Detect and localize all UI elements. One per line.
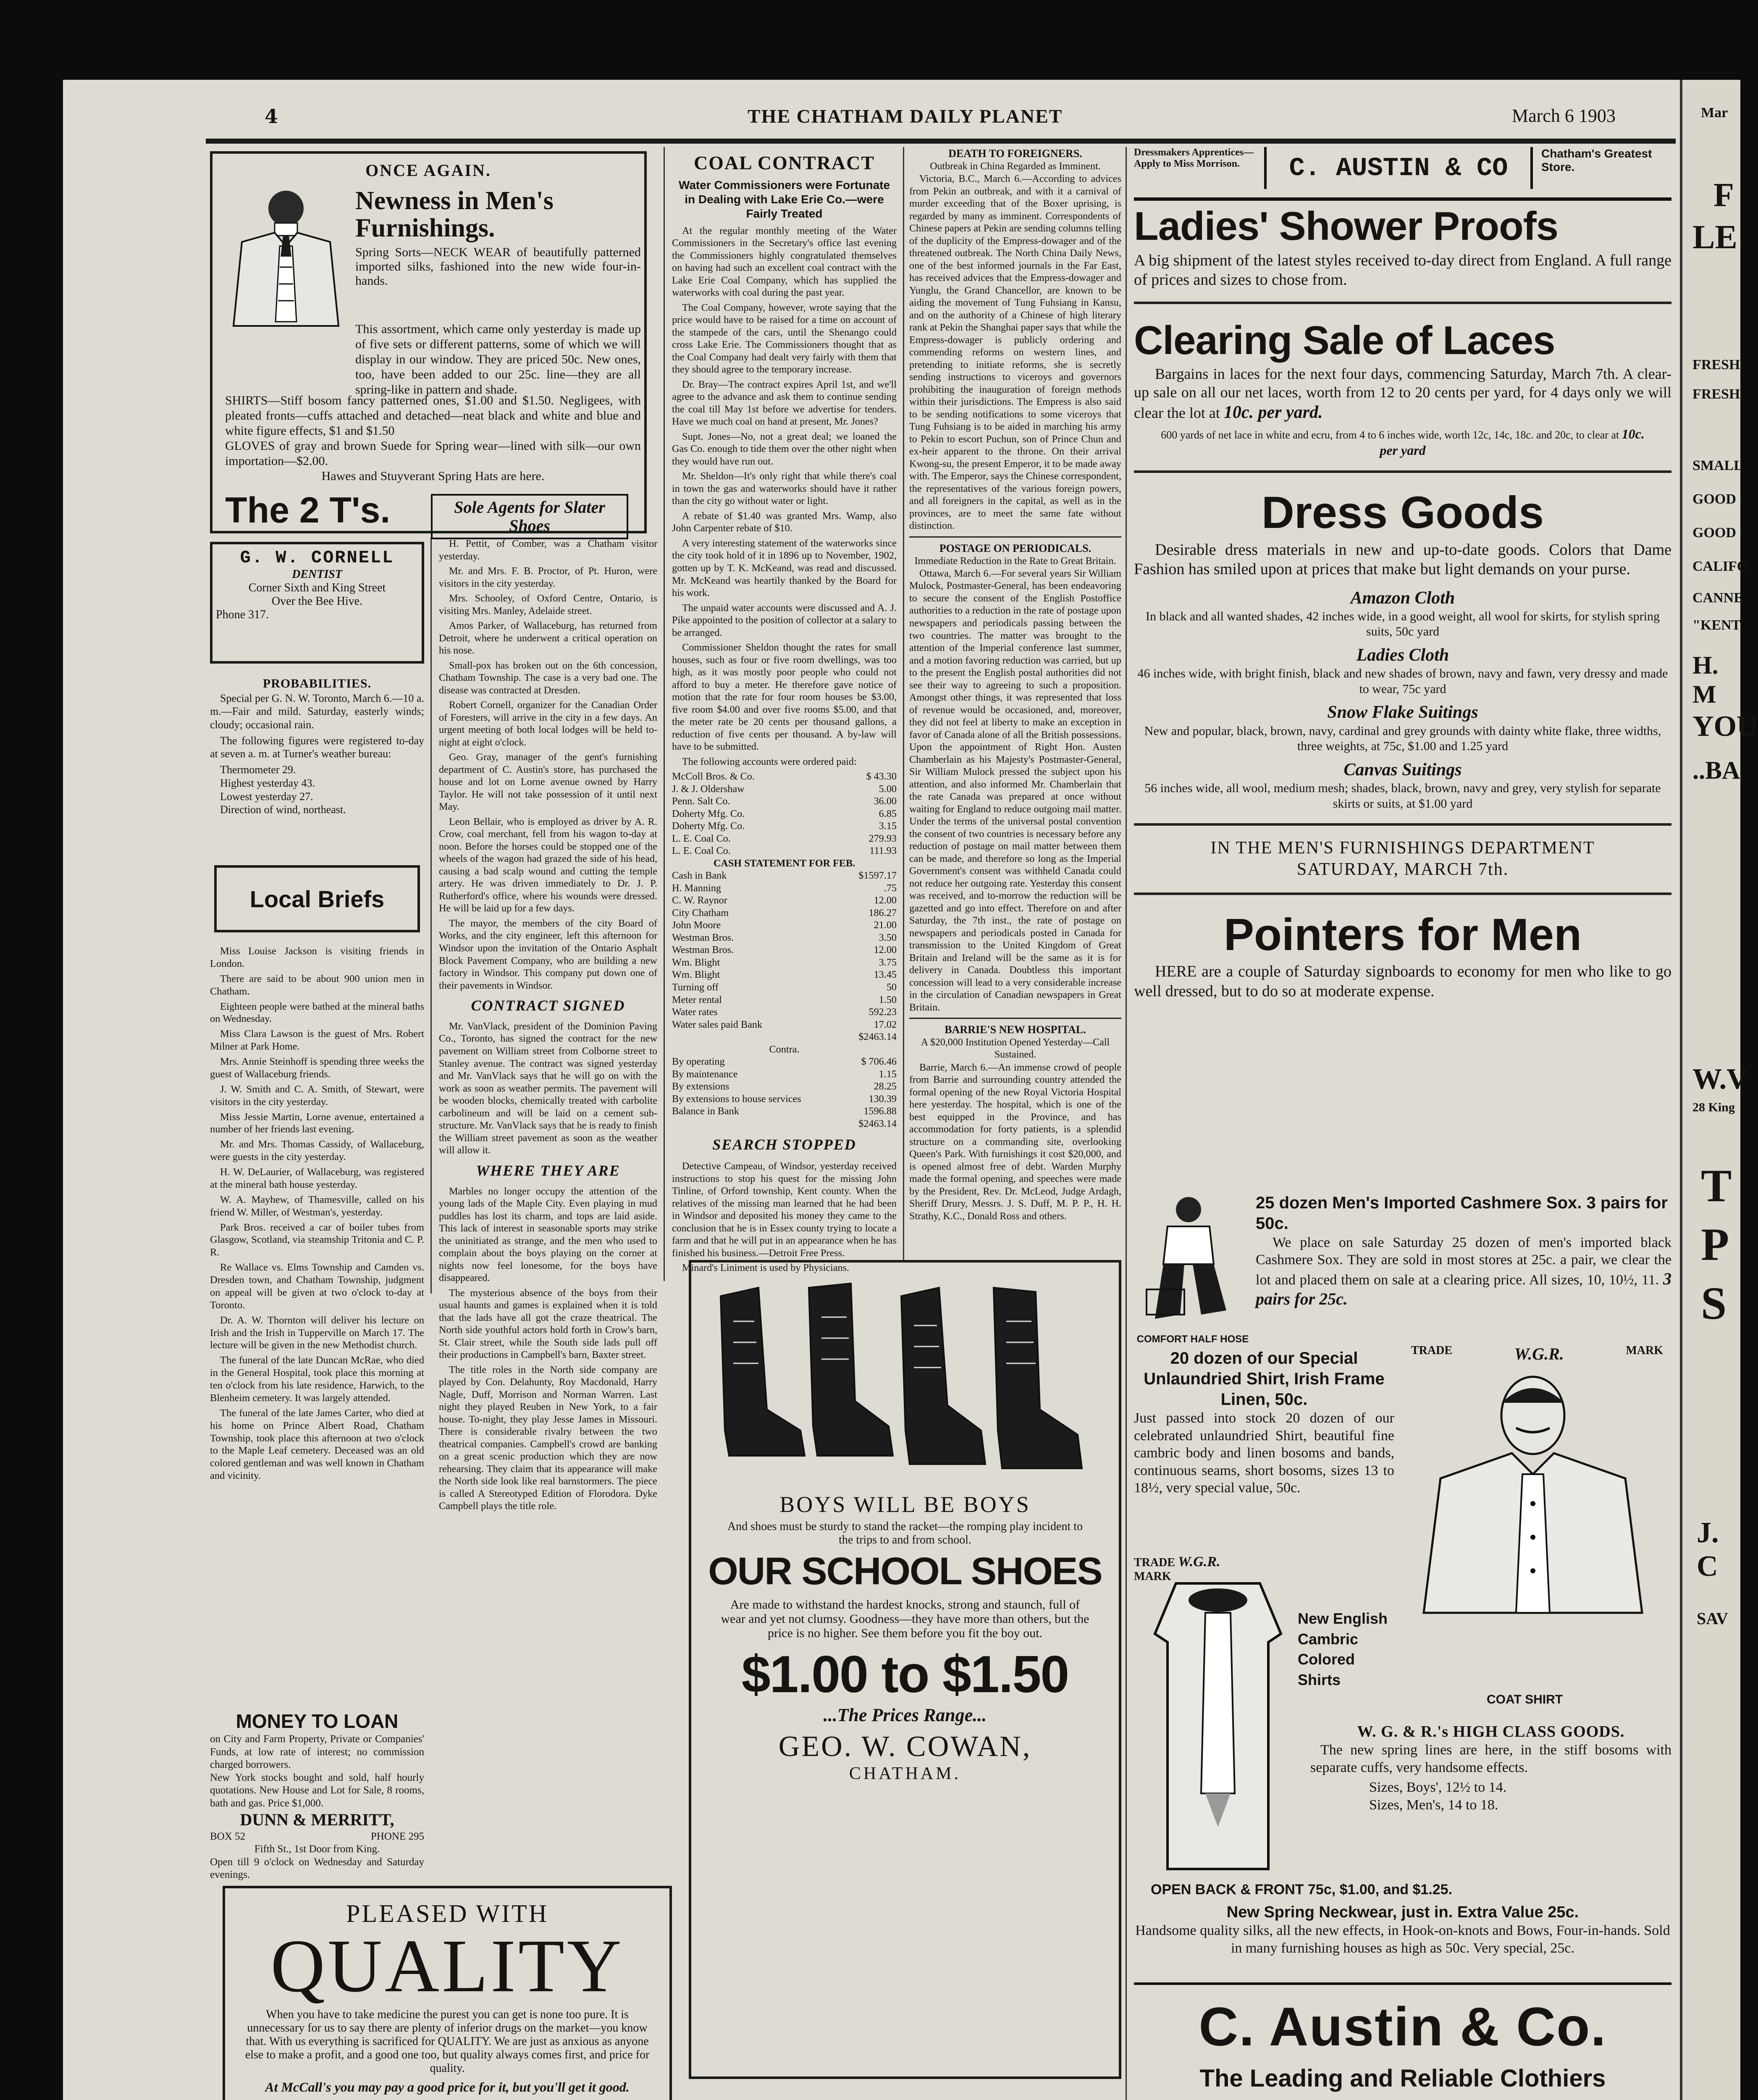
edge-text: "KENT — [1692, 617, 1741, 633]
probabilities — [210, 676, 424, 816]
coal-paragraph: A very interesting statement of the waterworks since the city took hold of it in 1896 up to November, 1902, gotten up by T. K. McKeand, was read and discussed. Mr. McKeand was heartily thanked by the Board for his work. — [672, 537, 897, 599]
local-briefs-header — [214, 865, 420, 932]
loan-hours: Open till 9 o'clock on Wednesday and Saturday evenings. — [210, 1856, 424, 1881]
ad-shirts: SHIRTS—Stiff bosom fancy patterned ones, $1.00 and $1.50. Negligees, with pleated fronts—cuffs attached and detached—neat black and white and blue and white figure effects, $1 and $1.50 — [225, 394, 641, 438]
dress-goods-title: Dress Goods — [1261, 487, 1544, 538]
coal-paragraph: The Coal Company, however, wrote saying that the price would have to be raised for a time on account of the stampede of the cars, until the Shenango could cross Lake Erie. The Commissioners thought that as the Coal Company had dealt very fairly with them that they should agree to the temporary increase. — [672, 302, 897, 375]
goods-text: 56 inches wide, all wool, medium mesh; shades, black, brown, navy and grey, very stylish for separate skirts or suits, at $1.00 yard — [1144, 781, 1661, 811]
austin-top-bar — [1134, 147, 1671, 193]
contract-signed-text: Mr. VanVlack, president of the Dominion Paving Co., Toronto, has signed the contract for the new pavement on William street from Colborne street to Stanley avenue. The contract was signed yesterday and Mr. VanVlack says that he will go on with the work as soon as weather permits. The pavement will be wooden blocks, chemically treated with carbolite carbolineum and will be laid on a cement sub-structure. Mr. VanVlack says that he is ready to finish the William street pavement as soon as the weather will allow it. — [439, 1020, 657, 1156]
shoes-headline: OUR SCHOOL SHOES — [708, 1550, 1102, 1593]
shoes-body: Are made to withstand the hardest knocks, strong and staunch, full of wear and yet not clumsy. Goodness—they have more than others, but the price is no higher. See them before you fit the boy out. — [721, 1598, 1089, 1640]
edge-text: S — [1701, 1278, 1727, 1329]
ledger-row: Wm. Blight 13.45 — [672, 969, 897, 981]
laces-price: 10c. per yard. — [1223, 402, 1323, 422]
probabilities-title: PROBABILITIES. — [262, 677, 372, 690]
neckwear-title: New Spring Neckwear, just in. Extra Value 25c. — [1226, 1903, 1579, 1921]
weather-line: Direction of wind, northeast. — [220, 803, 346, 816]
boots-illustration — [704, 1271, 1107, 1489]
austin-name: C. AUSTIN & CO — [1264, 147, 1533, 189]
edge-text: W.V — [1692, 1063, 1748, 1095]
coal-paragraph: At the regular monthly meeting of the Water Commissioners in the Secretary's office last evening the Commissioners highly congratulated themselves on having had such an excellent coal contract with the Lake Erie Coal Company, which has supplied the waterworks with coal during the past year. — [672, 225, 897, 299]
greatest-store: Chatham's Greatest Store. — [1541, 147, 1652, 173]
showers-text: A big shipment of the latest styles received to-day direct from England. A full range of prices and sizes to chose from. — [1134, 252, 1671, 289]
brief-item: Park Bros. received a car of boiler tubes from Glasgow, Scotland, via steamship Tritonia and C. P. R. — [210, 1221, 424, 1258]
laces-note: 600 yards of net lace in white and ecru, from 4 to 6 inches wide, worth 12c, 14c, 18c. and 20c, to clear at 10c. per yard — [1161, 426, 1645, 458]
brief-item: Miss Clara Lawson is the guest of Mrs. Robert Milner at Park Home. — [210, 1028, 424, 1053]
ad-headline-2: Furnishings. — [355, 214, 495, 243]
money-to-loan-ad — [210, 1709, 424, 1882]
news-item: Robert Cornell, organizer for the Canadian Order of Foresters, will arrive in the city in a few days. An urgent meeting of both local lodges will be held to-night at eight o'clock. — [439, 699, 657, 748]
column-2 — [439, 538, 657, 1515]
coal-paragraph: Dr. Bray—The contract expires April 1st, and we'll agree to the advance and ask them to continue sending the coal till May 1st before we advertise for tenders. Have we much coal on hand at present, Mr. Jones? — [672, 378, 897, 428]
edge-text: CALIFO — [1692, 559, 1748, 574]
mens-dept: IN THE MEN'S FURNISHINGS DEPARTMENT — [1210, 838, 1595, 858]
news-item: Amos Parker, of Wallaceburg, has returned from Detroit, where he underwent a critical operation on his nose. — [439, 620, 657, 656]
brief-item: The funeral of the late James Carter, who died at his home on Prince Albert Road, Chatham Township, took place this afternoon at two o'clock to the Maple Leaf cemetery. Deceased was an old colored gentleman and was well known in Chatham and vicinity. — [210, 1407, 424, 1482]
shirt-icon — [225, 183, 347, 334]
sox-offer — [1256, 1193, 1671, 1310]
coal-paragraph: Mr. Sheldon—It's only right that while there's coal in town the gas and waterworks should have it rather than the city go without water or light. — [672, 470, 897, 507]
edge-text: SMALL — [1692, 458, 1743, 473]
local-briefs-title: Local Briefs — [249, 885, 385, 912]
barrie-title: BARRIE'S NEW HOSPITAL. — [945, 1024, 1086, 1036]
loan-phone: PHONE 295 — [370, 1830, 424, 1842]
shoes-city: CHATHAM. — [849, 1764, 961, 1783]
ad-hats: Hawes and Stuyverant Spring Hats are here. — [321, 469, 545, 483]
edge-text: GOOD — [1692, 491, 1736, 507]
news-item: Geo. Gray, manager of the gent's furnishing department of C. Austin's store, has purchased the house and lot on Lorne avenue owned by Harry Taylor. He will not take possession of it until next May. — [439, 751, 657, 813]
brand-name: The 2 T's. — [225, 490, 391, 530]
column-3 — [672, 151, 897, 1277]
brief-item: Dr. A. W. Thornton will deliver his lecture on Irish and the Irish in Tupperville on March 17. The lecture will be given in the new Methodist church. — [210, 1314, 424, 1351]
where-they-are-text-2: The mysterious absence of the boys from their usual haunts and games is explained when it is told that the lads have all got the craze theatrical. The North side youthful actors hold forth in Crow's barn, St. Clair street, while the South side lads pull off their productions in Campbell's barn, Baxter street. — [439, 1287, 657, 1361]
mccall-quality-ad — [223, 1886, 672, 2100]
goods-name: Ladies Cloth — [1356, 645, 1449, 665]
quality-body: When you have to take medicine the purest you can get is none too pure. It is unnecessary for us to say there are plenty of inferior drugs on the market—you know that. With us everything is sacrificed for QUALITY. We are just as anxious as anyone else to make a profit, and a good one too, but quality always comes first, and price for quality. — [245, 2008, 650, 2075]
ledger-row: By extensions to house services 130.39 — [672, 1093, 897, 1105]
news-item: Mrs. Schooley, of Oxford Centre, Ontario, is visiting Mrs. Manley, Adelaide street. — [439, 593, 657, 617]
austin-tagline: The Leading and Reliable Clothiers — [1199, 2065, 1606, 2092]
edge-text: ..BA — [1692, 756, 1740, 784]
edge-text: F — [1713, 177, 1734, 214]
ledger-row: Doherty Mfg. Co. 3.15 — [672, 820, 897, 832]
ledger-row: J. & J. Oldershaw 5.00 — [672, 783, 897, 795]
goods-name: Amazon Cloth — [1350, 588, 1455, 608]
sox-price: 3 pairs for 25c. — [1256, 1269, 1672, 1309]
postage-subhead: Immediate Reduction in the Rate to Great Britain. — [914, 555, 1116, 567]
open-back-price: OPEN BACK & FRONT 75c, $1.00, and $1.25. — [1151, 1882, 1453, 1898]
where-they-are-title: WHERE THEY ARE — [476, 1162, 620, 1179]
austin-logo: C. Austin & Co. — [1199, 1996, 1607, 2057]
coal-contract-subhead: Water Commissioners were Fortunate in Dealing with Lake Erie Co.—were Fairly Treated — [678, 178, 890, 220]
edge-text: LE — [1692, 219, 1737, 256]
column-divider — [903, 147, 904, 1260]
trade-label: TRADE — [1411, 1344, 1453, 1357]
barrie-subhead: A $20,000 Institution Opened Yesterday—Call Sustained. — [921, 1037, 1110, 1060]
column-divider — [1126, 147, 1127, 2100]
ledger-row: McColl Bros. & Co. $ 43.30 — [672, 771, 897, 782]
ad-body: This assortment, which came only yesterday is made up of five sets or different patterns, some of which we will display in our window. They are priced 50c. New ones, too, have been added to our 25c. line—they are all spring-like in pattern and shade. — [355, 322, 641, 396]
issue-date: March 6 1903 — [1512, 105, 1616, 126]
contra-table — [672, 1055, 897, 1130]
column-4 — [909, 147, 1121, 1225]
goods-text: New and popular, black, brown, navy, cardinal and grey grounds with dainty white flake, three widths, three weights, at 75c, $1.00 and 1.25 yard — [1144, 724, 1661, 753]
page-header — [67, 105, 1680, 134]
ledger-row: C. W. Raynor 12.00 — [672, 895, 897, 906]
sox-text: We place on sale Saturday 25 dozen of men's imported black Cashmere Sox. They are sold in most stores at 25c. a pair, we clear the lot and placed them on sale at a clearing price. All sizes, 10, 10½, 11. 3 pairs for 25c. — [1256, 1234, 1672, 1309]
trade-mark-2: TRADE W.G.R. MARK — [1134, 1554, 1220, 1583]
ledger-row: Cash in Bank $1597.17 — [672, 870, 897, 882]
once-again-ad — [210, 151, 647, 533]
ad-title: ONCE AGAIN. — [365, 161, 491, 180]
where-they-are-text-3: The title roles in the North side company are played by Con. Delahunty, Roy Macdonald, Harry Nagle, Duff, Morrison and Norman Warren. Last night they played Reuben in New York, to a fair house. To-night, they play Jesse James in Missouri. There is considerable rivalry between the two theatrical companies. Campbell's crowd are banking on a great scenic production which they are now rehearsing. They claim that its appearance will make the North side look like real barnstormers. The piece is called A Stereotyped Edition of Florodora. Dyke Campbell plays the title role. — [439, 1364, 657, 1512]
linen-shirt-offer — [1134, 1348, 1394, 1497]
edge-text: Mar — [1701, 105, 1728, 121]
brief-item: Mr. and Mrs. Thomas Cassidy, of Wallaceburg, were guests in the city yesterday. — [210, 1139, 424, 1163]
forecast-intro: The following figures were registered to-day at seven a. m. at Turner's weather bureau: — [210, 734, 424, 760]
weather-line: Lowest yesterday 27. — [220, 790, 313, 803]
ledger-row: John Moore 21.00 — [672, 919, 897, 931]
cornell-dentist-ad — [210, 542, 424, 664]
wgr-trademark — [1411, 1344, 1663, 1364]
hose-illustration — [1138, 1193, 1243, 1331]
page-number: 4 — [265, 105, 278, 128]
mens-date: SATURDAY, MARCH 7th. — [1296, 860, 1509, 879]
edge-text: FRESH — [1692, 357, 1740, 373]
column-divider — [430, 538, 432, 1294]
forecast-text: Special per G. N. W. Toronto, March 6.—10 a. m.—Fair and mild. Saturday, easterly winds; cloudy; occasional rain. — [210, 692, 424, 731]
goods-name: Snow Flake Suitings — [1327, 703, 1478, 722]
loan-notes: New York stocks bought and sold, half hourly quotations. New House and Lot for Sale, 8 rooms, bath and gas. Price $1,000. — [210, 1772, 424, 1809]
quality-tagline: At McCall's you may pay a good price for it, but you'll get it good. — [265, 2079, 630, 2095]
wgr-goods-text: The new spring lines are here, in the stiff bosoms with separate cuffs, very handsome effects. — [1310, 1742, 1671, 1775]
barrie-text: Barrie, March 6.—An immense crowd of people from Barrie and surrounding country attended the formal opening of the new Royal Victoria Hospital here yesterday. The hospital, which is one of the best equipped in the Province, and has accommodation for forty patients, is a splendid structure on a commanding site, overlooking Queen's Park. With furnishings it cost $20,000, and is opened almost free of debt. Warden Murphy made the formal opening, and speeches were made by the President, Rev. Dr. McLeod, Judge Ardagh, Sheriff Drury, Messrs. J. S. Duff, M. P. P., H. H. Strathy, K.C., Donald Ross and others. — [909, 1061, 1121, 1222]
brief-item: Miss Louise Jackson is visiting friends in London. — [210, 945, 424, 969]
edge-text: CANNE — [1692, 590, 1743, 606]
laces-note-price: 10c. per yard — [1380, 426, 1645, 458]
shoes-lead: And shoes must be sturdy to stand the racket—the romping play incident to the trips to and from school. — [727, 1520, 1083, 1546]
loan-firm: DUNN & MERRITT, — [240, 1810, 394, 1830]
ledger-row: By extensions 28.25 — [672, 1081, 897, 1092]
dress-goods-text: Desirable dress materials in new and up-to-date goods. Colors that Dame Fashion has smiled upon at prices that make but light demands on your purse. — [1134, 541, 1671, 578]
search-stopped-title: SEARCH STOPPED — [712, 1136, 856, 1153]
shoes-store: GEO. W. COWAN, — [778, 1730, 1032, 1763]
austin-ad — [1134, 202, 1671, 1001]
showers-title: Ladies' Shower Proofs — [1134, 204, 1559, 249]
ledger-row: By operating $ 706.46 — [672, 1056, 897, 1068]
pointers-text: HERE are a couple of Saturday signboards to economy for men who like to go well dressed, but to do so at moderate expense. — [1134, 963, 1671, 1000]
brief-item: There are said to be about 900 union men in Chatham. — [210, 973, 424, 997]
search-stopped-text: Detective Campeau, of Windsor, yesterday received instructions to stop his quest for the missing John Tinline, of Orford township, Kent county. When the relatives of the missing man learned that he had been in Windsor and deposited his money they came to the conclusion that he is in Essex county trying to locate a farm and that he will put in an appearance when he has finished his business.—Detroit Free Press. — [672, 1160, 897, 1259]
ledger-row: Westman Bros. 12.00 — [672, 944, 897, 956]
edge-text: 28 King — [1692, 1100, 1735, 1114]
mark-label: MARK — [1626, 1344, 1663, 1357]
coal-paragraph: The unpaid water accounts were discussed and A. J. Pike appointed to the position of collector at a salary to be arranged. — [672, 602, 897, 638]
dressmakers-notice: Dressmakers Apprentices—Apply to Miss Morrison. — [1134, 147, 1254, 169]
quality-heading: QUALITY — [270, 1924, 624, 2008]
death-text: Victoria, B.C., March 6.—According to advices from Pekin an outbreak, and with it a carnival of murder exceeding that of the Boxer uprising, is regarded by many as imminent. Correspondents of Chinese papers at Pekin are sending columns telling of the duplicity of the Empress-dowager and of the threatened outbreak. The North China Daily News, one of the best informed journals in the Far East, has received advices that the Empress-dowager and Yunglu, the Grand Chancellor, are known to be aiding the movement of Tung Fuhsiang in Kansu, and on the authority of a Chinese of high literary rank at Pekin the Shanghai paper says that while the Empress-dowager is publicly ordering and commending reforms on western lines, and pretending to initiate reforms, she is secretly sending instructions to viceroys and governors prohibiting the inauguration of foreign methods within their jurisdictions. The Empress is also said to be sending notifications to some viceroys that Tung Fuhsiang is to be aided in marching his army to Pekin to escort Puchun, son of Prince Chun and ex-heir apparent to the throne. On their arrival Kwong-su, the present Emperor, it to be made away with. The Emperor, says the Chinese correspondent, the representatives of the various foreign powers, and all foreigners in the capital, as well as in the provinces, are to meet the same fate without distinction. — [909, 173, 1121, 532]
ad-headline: Newness in Men's — [355, 186, 554, 215]
death-subhead: Outbreak in China Regarded as Imminent. — [930, 160, 1101, 172]
edge-text: YOU — [1692, 710, 1758, 743]
man-portrait-illustration — [1415, 1369, 1650, 1613]
brief-item: Miss Jessie Martin, Lorne avenue, entertained a number of her friends last evening. — [210, 1111, 424, 1135]
dentist-name: G. W. CORNELL — [240, 548, 394, 568]
brief-item: Eighteen people were bathed at the mineral baths on Wednesday. — [210, 1000, 424, 1025]
goods-name: Canvas Suitings — [1343, 760, 1462, 780]
goods-text: 46 inches wide, with bright finish, black and new shades of brown, navy and fawn, very dressy and made to wear, 75c yard — [1137, 667, 1668, 696]
goods-text: In black and all wanted shades, 42 inches wide, in a good weight, all wool for skirts, for stylish spring suits, 50c yard — [1146, 609, 1660, 639]
edge-text: GOOD — [1692, 525, 1736, 541]
brief-item: Re Wallace vs. Elms Township and Camden vs. Dresden town, and Chatham Township, judgment on appeal will be given at two o'clock to-day at Toronto. — [210, 1262, 424, 1311]
brief-item: H. W. DeLaurier, of Wallaceburg, was registered at the mineral bath house yesterday. — [210, 1166, 424, 1190]
edge-text: T — [1701, 1160, 1732, 1211]
masthead: THE CHATHAM DAILY PLANET — [748, 105, 1063, 127]
coat-shirt-illustration — [1142, 1575, 1294, 1894]
wgr-goods — [1310, 1722, 1671, 1814]
cash-statement-title: CASH STATEMENT FOR FEB. — [713, 857, 855, 869]
ledger-row: Turning off 50 — [672, 982, 897, 993]
coat-shirt-label: COAT SHIRT — [1487, 1693, 1563, 1706]
sox-title: 25 dozen Men's Imported Cashmere Sox. 3 pairs for 50c. — [1256, 1194, 1668, 1233]
dentist-title: DENTIST — [292, 568, 342, 581]
coal-paragraph: The following accounts were ordered paid: — [682, 756, 857, 767]
ledger-row: L. E. Coal Co. 111.93 — [672, 845, 897, 857]
laces-text: Bargains in laces for the next four days, commencing Saturday, March 7th. A clear-up sale on all our net laces, worth from 12 to 20 cents per yard, for 4 days only we will clear the lot at 10c. per yard. — [1134, 365, 1671, 422]
brief-item: W. A. Mayhew, of Thamesville, called on his friend W. Miller, of Westman's, yesterday. — [210, 1194, 424, 1218]
shoes-range: ...The Prices Range... — [823, 1705, 987, 1725]
ledger-row: Penn. Salt Co. 36.00 — [672, 795, 897, 807]
contra-title: Contra. — [769, 1043, 800, 1055]
loan-text: on City and Farm Property, Private or Companies' Funds, at low rate of interest; no commission charged borrowers. — [210, 1733, 424, 1771]
sizes-boys: Sizes, Boys', 12½ to 14. — [1369, 1780, 1507, 1796]
postage-title: POSTAGE ON PERIODICALS. — [939, 542, 1092, 554]
brief-item: Mrs. Annie Steinhoff is spending three weeks the guest of Wallaceburg friends. — [210, 1056, 424, 1080]
loan-box: BOX 52 — [210, 1830, 246, 1842]
ledger-row: Westman Bros. 3.50 — [672, 932, 897, 943]
column-divider — [664, 147, 665, 1281]
coal-contract-title: COAL CONTRACT — [693, 152, 875, 173]
postage-text: Ottawa, March 6.—For several years Sir William Mulock, Postmaster-General, has been endeavoring to secure the consent of the English Postoffice authorities to a reduction in the rate of postage upon newspapers and periodicals passing between the two countries. The matter was brought to the attention of the Imperial conference last summer, and a motion favoring reduction was carried, but up to the present the English postal authorities did not see their way to agreeing to such a proposition. Amongst other things, it was represented that loss of revenue would be occasioned, and, moreover, they did not feel at liberty to make an exception in favor of Canada alone of all the British possessions. Upon the appointment of Right Hon. Austen Chamberlain as his Majesty's Postmaster-General, Sir William Mulock pressed the subject upon his attention, and also informed Mr. Chamberlain that the rate Canada was prepared at once without waiting for England to reduce outgoing mail matter. Under the terms of the universal postal convention the consent of two countries is necessary before any reduction of postage on mail matter between them can be made, and therefore so long as the Imperial Government's consent was withheld Canada could not reduce her outgoing rate. Yesterday this consent was received, and to-morrow the reduction will be gazetted and go into effect. Therefore on and after Saturday, the 7th inst., the rate of postage on newspapers and periodicals posted in Canada for transmission to the United Kingdom of Great Britain and Ireland will be the same as it is for delivery in Canada. Doubtless this important concession will lead to a very considerable increase in the circulation of Canadian newspapers in Great Britain. — [909, 567, 1121, 1013]
news-item: Leon Bellair, who is employed as driver by A. R. Crow, coal merchant, fell from his wagon to-day at noon. Before the horses could be stopped one of the wheels of the wagon had grazed the side of his head, causing a bad scalp wound and cutting the temple artery. He was driven immediately to Dr. J. P. Rutherford's office, where his wounds were dressed. He will be laid up for a few days. — [439, 816, 657, 914]
loan-address: Fifth St., 1st Door from King. — [254, 1843, 380, 1855]
loan-title: MONEY TO LOAN — [236, 1710, 399, 1732]
edge-text: FRESH — [1692, 386, 1740, 402]
contract-signed-title: CONTRACT SIGNED — [471, 997, 625, 1014]
wgr-mark: W.G.R. — [1514, 1344, 1564, 1363]
ledger-row: $2463.14 — [858, 1118, 897, 1129]
wgr-goods-title: W. G. & R.'s HIGH CLASS GOODS. — [1357, 1723, 1625, 1740]
agents-badge: Sole Agents for Slater Shoes — [431, 494, 628, 539]
dentist-phone: Phone 317. — [216, 608, 269, 621]
edge-text: SAV — [1697, 1609, 1728, 1628]
dress-goods-list — [1134, 588, 1671, 812]
edge-text: P — [1701, 1219, 1729, 1270]
ledger-row: City Chatham 186.27 — [672, 907, 897, 919]
dentist-address: Corner Sixth and King Street — [248, 581, 386, 594]
weather-line: Highest yesterday 43. — [220, 777, 315, 789]
death-title: DEATH TO FOREIGNERS. — [948, 147, 1082, 160]
ledger-row: $2463.14 — [858, 1031, 897, 1043]
ledger-row: Wm. Blight 3.75 — [672, 956, 897, 968]
ledger-row: L. E. Coal Co. 279.93 — [672, 832, 897, 844]
brief-item: The funeral of the late Duncan McRae, who died in the General Hospital, took place this morning at ten o'clock from his late residence, Harwich, to the Blenheim cemetery. It was largely attended. — [210, 1354, 424, 1404]
neckwear-offer — [1134, 1903, 1671, 1957]
edge-text: H. M — [1692, 651, 1719, 708]
header-rule — [206, 139, 1676, 144]
pleased-with: PLEASED WITH — [346, 1900, 548, 1927]
where-they-are-text: Marbles no longer occupy the attention of the young lads of the Maple City. Even playing in mud puddles has lost its charm, and tops are laid aside. This lack of interest in seasonable sports may strike the uninitiated as strange, and the men who used to complain about the boys playing on the corner at nights now feel lonesome, for the boys have disappeared. — [439, 1185, 657, 1284]
neckwear-text: Handsome quality silks, all the new effects, in Hook-on-knots and Bows, Four-in-hands. Sold in many furnishing houses as high as 50c. Very special, 25c. — [1135, 1923, 1670, 1956]
accounts-table — [672, 770, 897, 857]
dentist-address-2: Over the Bee Hive. — [271, 595, 363, 608]
edge-text: J. C — [1697, 1517, 1719, 1583]
ad-gloves: GLOVES of gray and brown Suede for Spring wear—lined with silk—our own importation—$2.00. — [225, 439, 641, 468]
pointers-title: Pointers for Men — [1223, 908, 1582, 960]
news-item: The mayor, the members of the city Board of Works, and the city engineer, left this afternoon for Windsor upon the invitation of the Ontario Asphalt Block Pavement Company, who are building a new factory in Windsor. This company put down one of their pavements in Windsor. — [439, 917, 657, 991]
ledger-row: Meter rental 1.50 — [672, 994, 897, 1005]
coal-paragraph: Supt. Jones—No, not a great deal; we loaned the Gas Co. enough to tide them over the other night when they would have run out. — [672, 430, 897, 467]
linen-title: 20 dozen of our Special Unlaundried Shirt, Irish Frame Linen, 50c. — [1144, 1349, 1385, 1409]
english-shirts-label: New English Cambric Colored Shirts — [1298, 1610, 1388, 1688]
sizes-men: Sizes, Men's, 14 to 18. — [1369, 1797, 1498, 1813]
ledger-row: H. Manning .75 — [672, 882, 897, 894]
hose-label: COMFORT HALF HOSE — [1136, 1334, 1249, 1345]
linen-text: Just passed into stock 20 dozen of our celebrated unlaundried Shirt, beautiful fine cambric body and linen bosoms and bands, continuous seams, short bosoms, sizes 13 to 18½, very special value, 50c. — [1134, 1410, 1394, 1496]
laces-title: Clearing Sale of Laces — [1134, 318, 1555, 363]
weather-line: Thermometer 29. — [220, 764, 296, 776]
news-item: Small-pox has broken out on the 6th concession, Chatham Township. The case is a very bad one. The disease was contracted at Dresden. — [439, 659, 657, 696]
cash-table — [672, 869, 897, 1043]
ledger-row: Doherty Mfg. Co. 6.85 — [672, 808, 897, 819]
ledger-row: By maintenance 1.15 — [672, 1068, 897, 1080]
news-item: H. Pettit, of Comber, was a Chatham visitor yesterday. — [439, 538, 657, 562]
ledger-row: Balance in Bank 1596.88 — [672, 1105, 897, 1117]
ledger-row: Water sales paid Bank 17.02 — [672, 1018, 897, 1030]
coal-paragraph: Commissioner Sheldon thought the rates for small houses, such as four or five room dwellings, was too high, as it was mostly poor people who could not afford to buy a meter. He therefore gave notice of motion that the rate for four room houses be $3.00, five room $4.00 and over five rooms $5.00, and that the meter rate be 20 cents per thousand gallons, a reduction of five cents per thousand. A by-law will have to be submitted. — [672, 642, 897, 753]
school-shoes-ad — [689, 1260, 1121, 2079]
ad-lead: Spring Sorts—NECK WEAR of beautifully patterned imported silks, fashioned into the new wide four-in-hands. — [355, 245, 641, 288]
brief-item: J. W. Smith and C. A. Smith, of Stewart, were visitors in the city yesterday. — [210, 1083, 424, 1108]
coal-paragraph: A rebate of $1.40 was granted Mrs. Wamp, also John Carpenter rebate of $10. — [672, 510, 897, 534]
shoes-title: BOYS WILL BE BOYS — [779, 1492, 1031, 1517]
minard-notice: Minard's Liniment is used by Physicians. — [682, 1262, 850, 1274]
ledger-row: Water rates 592.23 — [672, 1006, 897, 1018]
news-item: Mr. and Mrs. F. B. Proctor, of Pt. Huron, were visitors in the city yesterday. — [439, 565, 657, 589]
shoes-price: $1.00 to $1.50 — [741, 1646, 1069, 1704]
local-briefs-list — [210, 945, 424, 1485]
